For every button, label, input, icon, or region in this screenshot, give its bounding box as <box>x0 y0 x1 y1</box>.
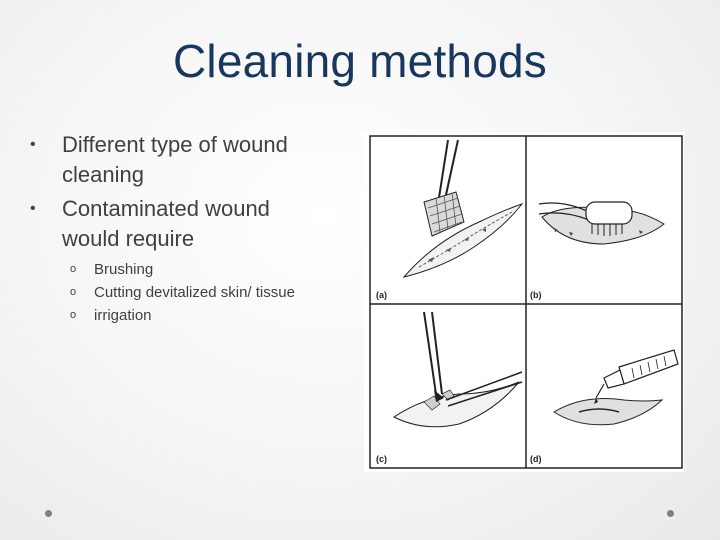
circle-bullet-icon: o <box>70 263 77 275</box>
bullet-list <box>30 130 330 327</box>
slide-title: Cleaning methods <box>173 35 547 87</box>
sub-bullet-item <box>30 304 330 327</box>
bullet-text: Contaminated wound would require <box>62 196 270 251</box>
bullet-item <box>30 194 330 254</box>
bullet-text: Different type of wound cleaning <box>62 132 288 187</box>
sub-bullet-text: Brushing <box>94 261 154 278</box>
sub-bullet-text: irrigation <box>94 307 152 324</box>
panel-label-c: (c) <box>376 454 387 464</box>
circle-bullet-icon: o <box>70 286 77 298</box>
sub-bullet-item <box>30 281 330 304</box>
bullet-icon: • <box>30 136 36 153</box>
bullet-item <box>30 130 330 190</box>
sub-bullet-text: Cutting devitalized skin/ tissue <box>94 284 295 301</box>
panel-label-d: (d) <box>530 454 542 464</box>
circle-bullet-icon: o <box>70 309 77 321</box>
panel-label-a: (a) <box>376 290 387 300</box>
sub-bullet-item <box>30 258 330 281</box>
decorative-dot-left <box>45 510 52 517</box>
decorative-dot-right <box>667 510 674 517</box>
illustration-svg <box>364 132 684 472</box>
wound-cleaning-illustration <box>364 132 684 472</box>
panel-label-b: (b) <box>530 290 542 300</box>
bullet-icon: • <box>30 200 36 217</box>
